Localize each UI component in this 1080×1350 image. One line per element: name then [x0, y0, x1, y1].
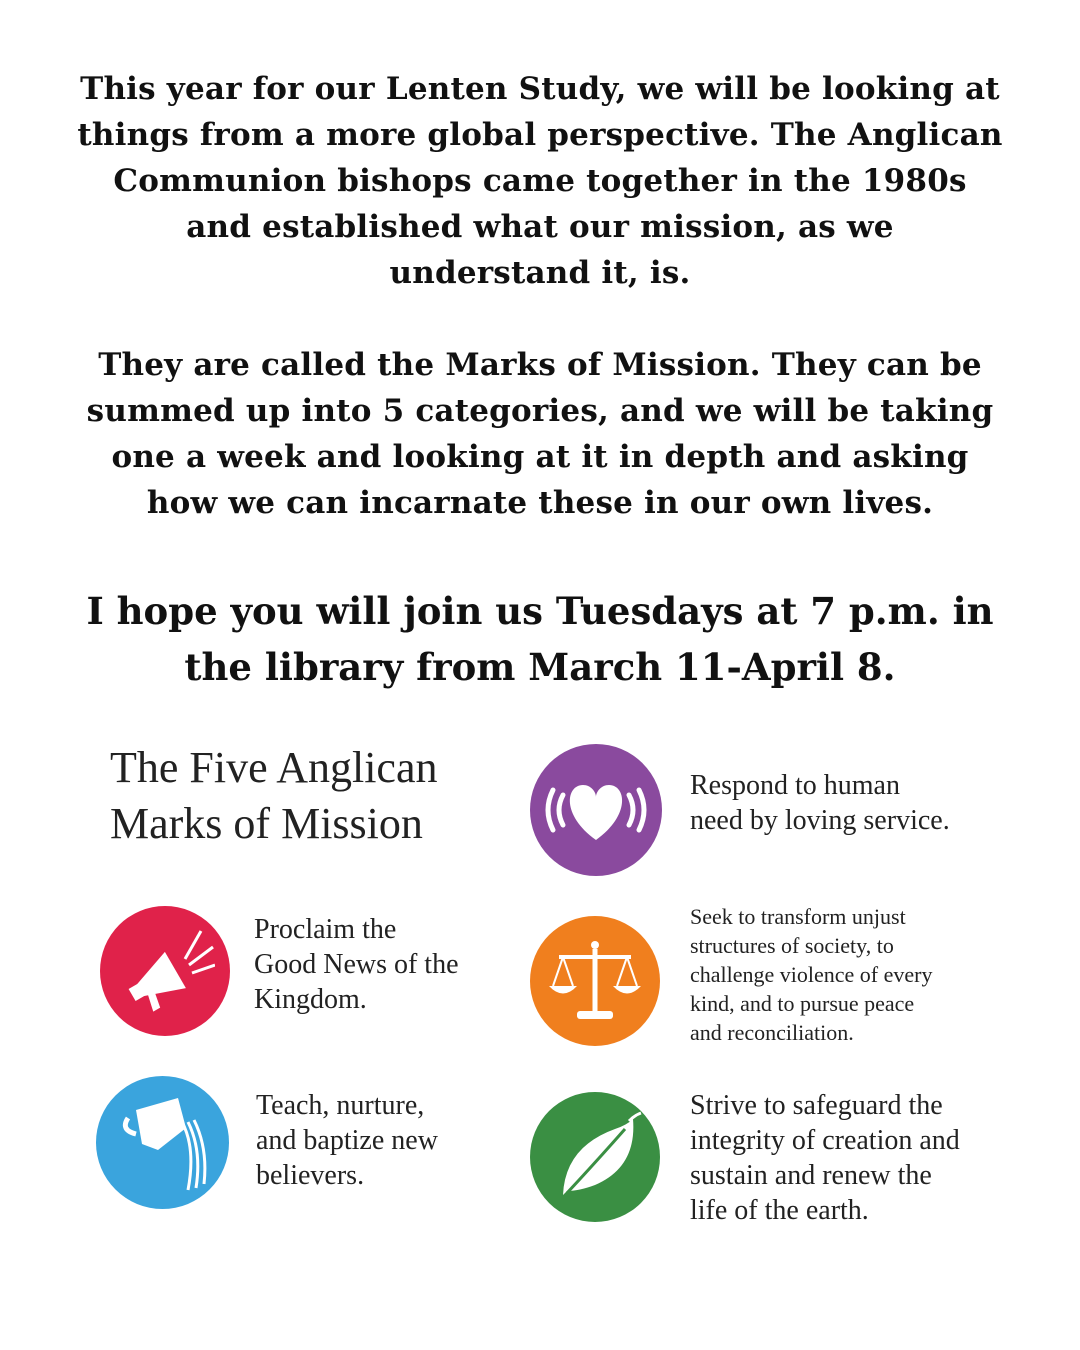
text-line: This year for our Lenten Study, we will be looking at: [80, 71, 1000, 107]
intro-paragraph-1: [60, 66, 1020, 296]
text-line: Good News of the: [254, 949, 459, 980]
megaphone-icon: [100, 906, 230, 1036]
text-line: summed up into 5 categories, and we will be taking: [86, 393, 994, 429]
text-line: life of the earth.: [690, 1195, 869, 1226]
text-line: and established what our mission, as we: [186, 209, 894, 245]
text-line: things from a more global perspective. The Anglican: [77, 117, 1003, 153]
text-line: and baptize new: [256, 1125, 438, 1156]
leaf-icon: [530, 1092, 660, 1222]
text-line: Teach, nurture,: [256, 1090, 425, 1121]
text-line: They are called the Marks of Mission. They can be: [98, 347, 982, 383]
text-line: need by loving service.: [690, 805, 950, 836]
text-line: one a week and looking at it in depth and asking: [111, 439, 969, 475]
text-line: Strive to safeguard the: [690, 1090, 943, 1121]
marks-graphic-title: [110, 740, 438, 852]
text-line: believers.: [256, 1160, 365, 1191]
text-line: kind, and to pursue peace: [690, 991, 915, 1016]
text-line: structures of society, to: [690, 933, 894, 958]
pitcher-icon: [96, 1076, 229, 1209]
text-line: integrity of creation and: [690, 1125, 960, 1156]
text-line: Communion bishops came together in the 1980s: [113, 163, 967, 199]
text-line: the library from March 11-April 8.: [184, 645, 896, 689]
heart-icon: [530, 744, 662, 876]
title-line: The Five Anglican: [110, 743, 438, 792]
text-line: and reconciliation.: [690, 1020, 854, 1045]
mark-text: [256, 1088, 438, 1193]
text-line: Respond to human: [690, 770, 900, 801]
scales-icon: [530, 916, 660, 1046]
invitation-heading: [40, 583, 1040, 695]
mark-text: [690, 902, 932, 1047]
title-line: Marks of Mission: [110, 799, 423, 848]
text-line: I hope you will join us Tuesdays at 7 p.m. in: [86, 589, 994, 633]
intro-paragraph-2: [60, 342, 1020, 526]
text-line: Proclaim the: [254, 914, 397, 945]
text-line: Seek to transform unjust: [690, 904, 906, 929]
mark-text: [690, 768, 950, 838]
text-line: Kingdom.: [254, 984, 367, 1015]
mark-text: [690, 1088, 960, 1228]
mark-text: [254, 912, 459, 1017]
text-line: how we can incarnate these in our own lives.: [146, 485, 934, 521]
text-line: sustain and renew the: [690, 1160, 932, 1191]
text-line: challenge violence of every: [690, 962, 933, 987]
text-line: understand it, is.: [389, 255, 691, 291]
